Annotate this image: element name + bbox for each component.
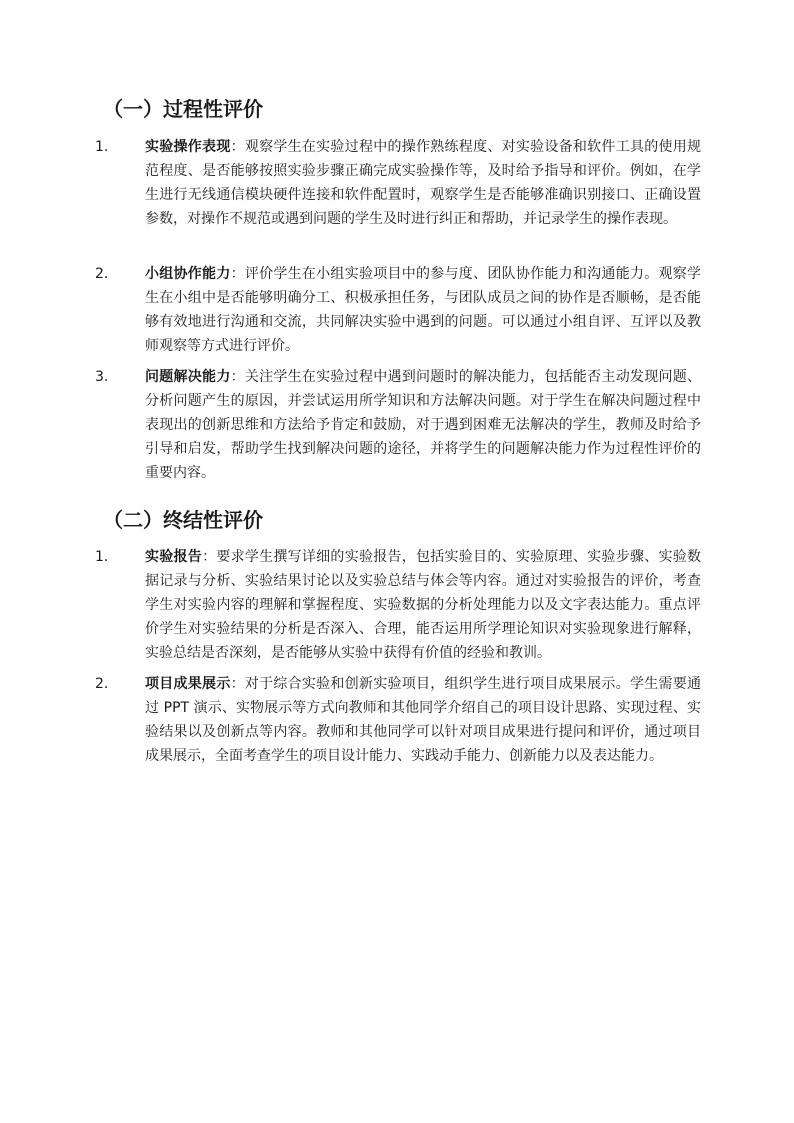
section-title-summative-evaluation: （二）终结性评价 [103, 508, 263, 532]
list-item-text [145, 262, 701, 358]
list-item-label: 问题解决能力 [145, 369, 231, 385]
list-item-number: 2. [95, 266, 109, 282]
section-title-process-evaluation: （一）过程性评价 [103, 97, 263, 121]
list-item-label: 实验操作表现 [145, 139, 231, 155]
list-item-number: 1. [95, 139, 109, 155]
list-item-text [145, 365, 701, 485]
list-item-label: 项目成果展示 [145, 676, 231, 692]
list-item-body: ：要求学生撰写详细的实验报告，包括实验目的、实验原理、实验步骤、实验数据记录与分析、实验结果讨论以及实验总结与体会等内容。通过对实验报告的评价，考查学生对实验内容的理解和掌握程度、实验数据的分析处理能力以及文字表达能力。重点评价学生对实验结果的分析是否深入、合理，能否运用所学理论知识对实验现象进行解释，实验总结是否深刻，是否能够从实验中获得有价值的经验和教训。 [145, 549, 702, 661]
list-item-text [145, 545, 701, 665]
list-item-number: 1. [95, 549, 109, 565]
list-item-label: 小组协作能力 [145, 266, 231, 282]
list-item-label: 实验报告 [145, 549, 203, 565]
list-item-body: ：对于综合实验和创新实验项目，组织学生进行项目成果展示。学生需要通过 PPT 演示、实物展示等方式向教师和其他同学介绍自己的项目设计思路、实现过程、实验结果以及创新点等内容。教师和其他同学可以针对项目成果进行提问和评价，通过项目成果展示，全面考查学生的项目设计能力、实践动手能力、创新能力以及表达能力。 [145, 676, 702, 764]
list-item-number: 3. [95, 369, 109, 385]
list-item-body: ：关注学生在实验过程中遇到问题时的解决能力，包括能否主动发现问题、分析问题产生的原因，并尝试运用所学知识和方法解决问题。对于学生在解决问题过程中表现出的创新思维和方法给予肯定和鼓励，对于遇到困难无法解决的学生，教师及时给予引导和启发，帮助学生找到解决问题的途径，并将学生的问题解决能力作为过程性评价的重要内容。 [145, 369, 702, 481]
list-item-body: ：评价学生在小组实验项目中的参与度、团队协作能力和沟通能力。观察学生在小组中是否能够明确分工、积极承担任务，与团队成员之间的协作是否顺畅，是否能够有效地进行沟通和交流，共同解决实验中遇到的问题。可以通过小组自评、互评以及教师观察等方式进行评价。 [145, 266, 702, 354]
list-item-number: 2. [95, 676, 109, 692]
list-item-text [145, 135, 701, 231]
list-item-text [145, 672, 701, 768]
list-item-body: ：观察学生在实验过程中的操作熟练程度、对实验设备和软件工具的使用规范程度、是否能够按照实验步骤正确完成实验操作等，及时给予指导和评价。例如，在学生进行无线通信模块硬件连接和软件配置时，观察学生是否能够准确识别接口、正确设置参数，对操作不规范或遇到问题的学生及时进行纠正和帮助，并记录学生的操作表现。 [145, 139, 702, 227]
